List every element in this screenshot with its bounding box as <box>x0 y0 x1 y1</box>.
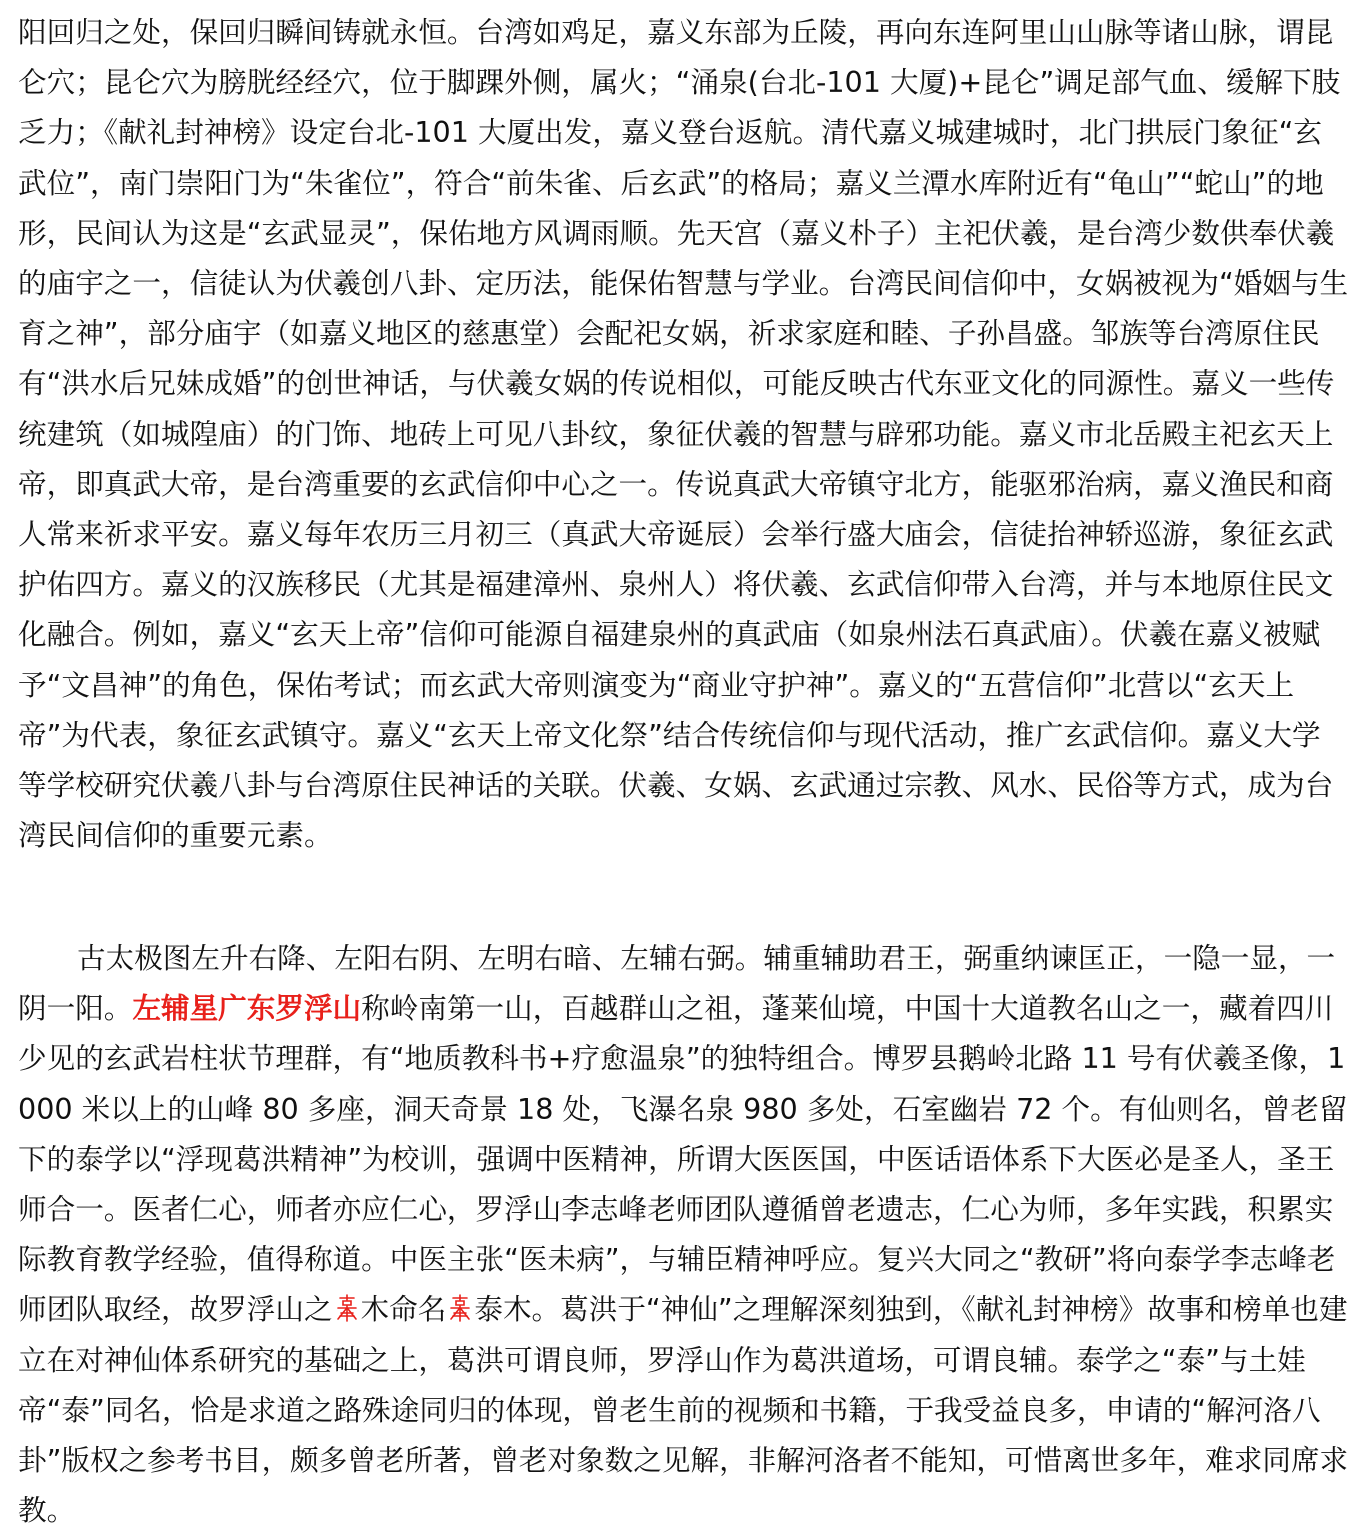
red-custom-character-icon <box>333 1293 361 1323</box>
highlighted-phrase: 左辅星广东罗浮山 <box>132 991 362 1026</box>
paragraph-luofu-mountain <box>18 933 1349 1535</box>
paragraph-text-part-b: 称岭南第一山，百越群山之祖，蓬莱仙境，中国十大道教名山之一，藏着四川少见的玄武岩柱状节理群，有“地质教科书+疗愈温泉”的独特组合。博罗县鹅岭北路 11 号有伏羲圣像，1000 米以上的山峰 80 多座，洞天奇景 18 处，飞瀑名泉 980 多处，石室幽岩 72 个。有仙则名，曾老留下的泰学以“浮现葛洪精神”为校训，强调中医精神，所谓大医医国，中医话语体系下大医必是圣人，圣王师合一。医者仁心，师者亦应仁心，罗浮山李志峰老师团队遵循曾老遗志，仁心为师，多年实践，积累实际教育教学经验，值得称道。中医主张“医未病”，与辅臣精神呼应。复兴大同之“教研”将向泰学李志峰老师团队取经，故罗浮山之 <box>18 991 1348 1327</box>
red-custom-character-icon <box>446 1293 474 1323</box>
paragraph-text-part-d: 泰木。葛洪于“神仙”之理解深刻独到，《献礼封神榜》故事和榜单也建立在对神仙体系研究的基础之上，葛洪可谓良师，罗浮山作为葛洪道场，可谓良辅。泰学之“泰”与土娃帝“泰”同名，恰是求道之路殊途同归的体现，曾老生前的视频和书籍，于我受益良多，申请的“解河洛八卦”版权之参考书目，颇多曾老所著，曾老对象数之见解，非解河洛者不能知，可惜离世多年，难求同席求教。 <box>18 1292 1349 1528</box>
paragraph-text-part-c: 木命名 <box>360 1292 447 1327</box>
paragraph-text-part-a: 古太极图左升右降、左阳右阴、左明右暗、左辅右弼。辅重辅助君王，弼重纳谏匡正，一隐一显，一阴一阳。 <box>18 941 1336 1026</box>
paragraph-taiwan-chiayi: 阳回归之处，保回归瞬间铸就永恒。台湾如鸡足，嘉义东部为丘陵，再向东连阿里山山脉等诸山脉，谓昆仑穴；昆仑穴为膀胱经经穴，位于脚踝外侧，属火；“涌泉(台北-101 大厦)+昆仑”调足部气血、缓解下肢乏力；《献礼封神榜》设定台北-101 大厦出发，嘉义登台返航。清代嘉义城建城时，北门拱辰门象征“玄武位”，南门崇阳门为“朱雀位”，符合“前朱雀、后玄武”的格局；嘉义兰潭水库附近有“龟山”“蛇山”的地形，民间认为这是“玄武显灵”，保佑地方风调雨顺。先天宫（嘉义朴子）主祀伏羲，是台湾少数供奉伏羲的庙宇之一，信徒认为伏羲创八卦、定历法，能保佑智慧与学业。台湾民间信仰中，女娲被视为“婚姻与生育之神”，部分庙宇（如嘉义地区的慈惠堂）会配祀女娲，祈求家庭和睦、子孙昌盛。邹族等台湾原住民有“洪水后兄妹成婚”的创世神话，与伏羲女娲的传说相似，可能反映古代东亚文化的同源性。嘉义一些传统建筑（如城隍庙）的门饰、地砖上可见八卦纹，象征伏羲的智慧与辟邪功能。嘉义市北岳殿主祀玄天上帝，即真武大帝，是台湾重要的玄武信仰中心之一。传说真武大帝镇守北方，能驱邪治病，嘉义渔民和商人常来祈求平安。嘉义每年农历三月初三（真武大帝诞辰）会举行盛大庙会，信徒抬神轿巡游，象征玄武护佑四方。嘉义的汉族移民（尤其是福建漳州、泉州人）将伏羲、玄武信仰带入台湾，并与本地原住民文化融合。例如，嘉义“玄天上帝”信仰可能源自福建泉州的真武庙（如泉州法石真武庙）。伏羲在嘉义被赋予“文昌神”的角色，保佑考试；而玄武大帝则演变为“商业守护神”。嘉义的“五营信仰”北营以“玄天上帝”为代表，象征玄武镇守。嘉义“玄天上帝文化祭”结合传统信仰与现代活动，推广玄武信仰。嘉义大学等学校研究伏羲八卦与台湾原住民神话的关联。伏羲、女娲、玄武通过宗教、风水、民俗等方式，成为台湾民间信仰的重要元素。 <box>18 15 1349 853</box>
